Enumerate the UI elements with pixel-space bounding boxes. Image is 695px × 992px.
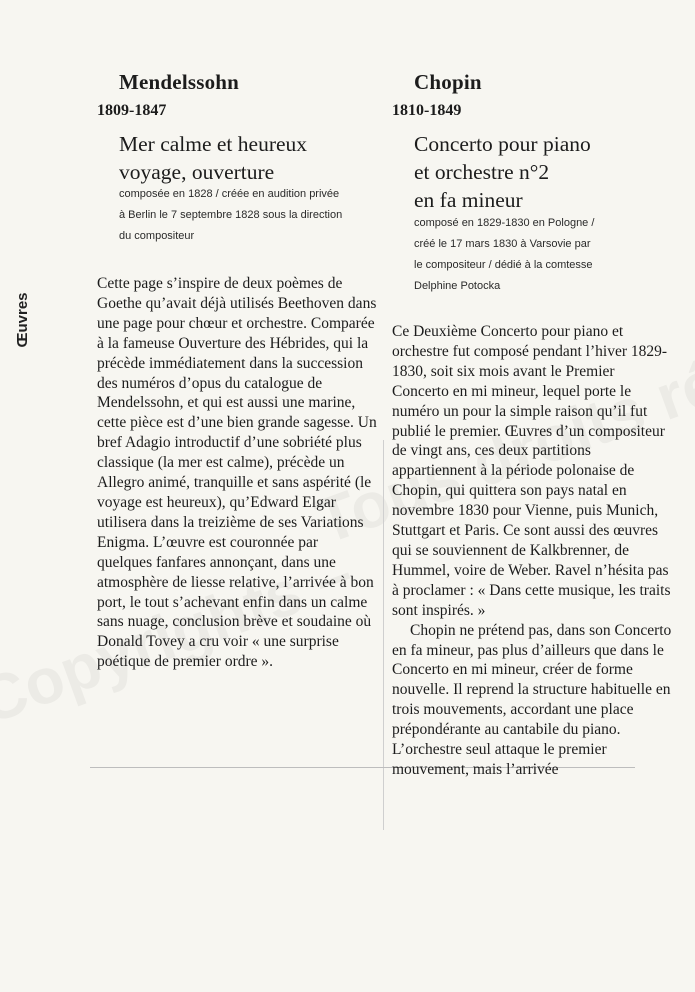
work-title: Mer calme et heureux voyage, ouverture (119, 132, 308, 184)
composer-name: Mendelssohn (119, 70, 240, 94)
side-section-label: Œuvres (14, 292, 31, 348)
composer-dates: 1809-1847 (97, 102, 167, 119)
paragraph: Ce Deuxième Concerto pour piano et orchestre fut composé pendant l’hiver 1829-1830, soit six mois avant le Premier Concerto en mi mineur, lequel porte le numéro un pour la simple raison qu’il fut publié le premier. Œuvres d’un compositeur de vingt ans, ces deux partitions appartiennent à la période polonaise de Chopin, qui quittera son pays natal en novembre 1830 pour Vienne, puis Munich, Stuttgart et Paris. Ce sont aussi des œuvres qui se souviennent de Kalkbrenner, de Hummel, voire de Weber. Ravel n’hésita pas à proclamer : « Dans cette musique, les traits sont inspirés. » (392, 323, 671, 619)
composer-dates: 1810-1849 (392, 102, 462, 119)
program-note-text: Cette page s’inspire de deux poèmes de Goethe qu’avait déjà utilisés Beethoven dans une page pour chœur et orchestre. Comparée à la fameuse Ouverture des Hébrides, qui la précède immédiatement dans la succession des numéros d’opus du catalogue de Mendelssohn, et qui est aussi une marine, cette pièce est d’une bien grande sagesse. Un bref Adagio introductif d’une sobriété plus classique (la mer est calme), précède un Allegro animé, tranquille et sans aspérité (le voyage est heureux), qu’Edward Elgar utilisera dans la treizième de ses Variations Enigma. L’œuvre est couronnée par quelques fanfares annonçant, dans une atmosphère de liesse relative, l’arrivée à bon port, le tout s’achevant enfin dans un calme sans nuage, conclusion brève et soudaine où Donald Tovey a cru voir « une surprise poétique de premier ordre ». (97, 275, 377, 671)
paragraph: Chopin ne prétend pas, dans son Concerto en fa mineur, pas plus d’ailleurs que dans le Concerto en mi mineur, créer de forme nouvelle. Il reprend la structure habituelle en trois mouvements, accordant une place prépondérante au cantabile du piano. L’orchestre seul attaque le premier mouvement, mais l’arrivée (392, 621, 672, 778)
work-title: Concerto pour piano et orchestre n°2 en fa mineur (414, 132, 591, 212)
work-info: composée en 1828 / créée en audition privée à Berlin le 7 septembre 1828 sous la direction du compositeur (119, 188, 343, 242)
composer-name: Chopin (414, 70, 482, 94)
work-info: composé en 1829-1830 en Pologne / créé le 17 mars 1830 à Varsovie par le compositeur / dédié à la comtesse Delphine Potocka (414, 217, 595, 292)
program-note-text (392, 322, 674, 780)
column-divider (383, 440, 384, 830)
